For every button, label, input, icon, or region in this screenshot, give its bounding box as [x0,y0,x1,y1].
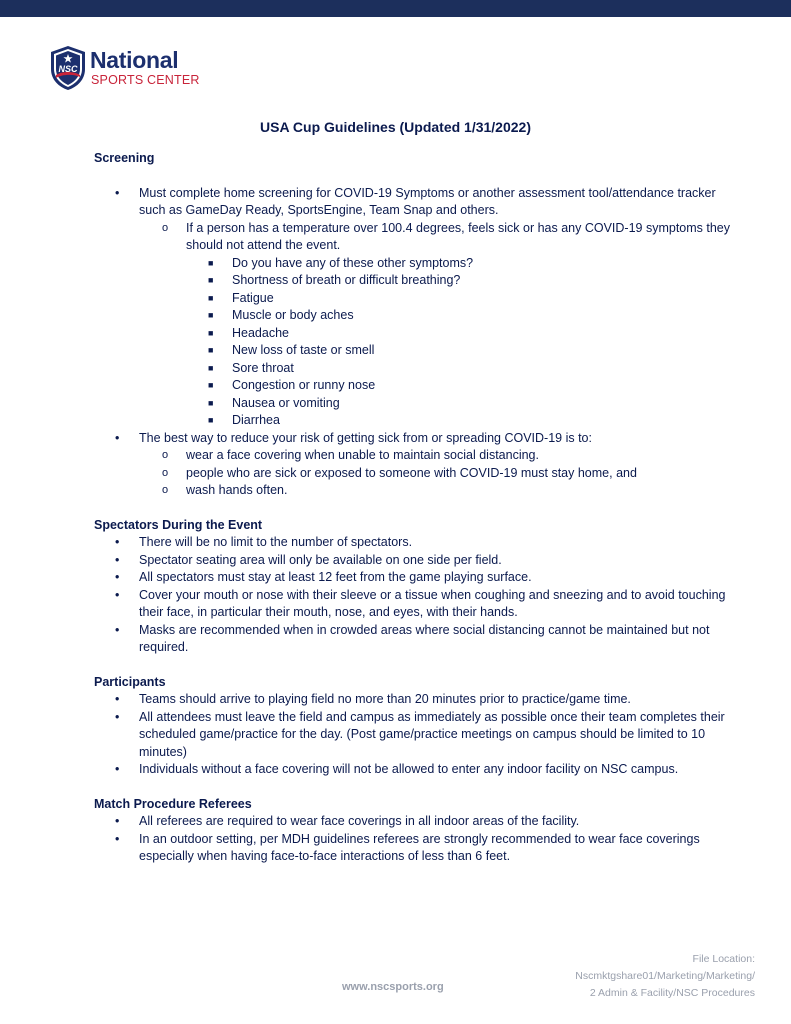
symptom-item: ■ New loss of taste or smell [208,343,375,357]
section-heading: Participants [94,674,166,689]
section-heading: Screening [94,151,155,165]
file-location-line: Nscmktgshare01/Marketing/Marketing/ [575,970,755,982]
symptom-item: ■ Do you have any of these other symptoms? [208,255,474,270]
referees-list [94,813,734,866]
symptom-item: ■ Congestion or runny nose [208,378,376,392]
screening-list [94,185,734,500]
list-item: • Teams should arrive to playing field no more than 20 minutes prior to practice/game time. [115,692,631,706]
section-heading: Spectators During the Event [94,517,263,532]
participants-list [94,691,734,779]
footer-website-link[interactable]: www.nscsports.org [342,981,444,993]
brand-subtitle: SPORTS CENTER [91,73,200,87]
symptom-item: ■ Nausea or vomiting [208,395,340,410]
list-item: o people who are sick or exposed to someone with COVID-19 must stay home, and [162,465,637,480]
list-item: • Spectator seating area will only be available on one side per field. [115,552,502,567]
participants-section [94,674,734,779]
list-item: • All attendees must leave the field and campus as immediately as possible once their team completes their scheduled game/practice for the day. (Post game/practice meetings on campus should be limited to 10 minutes) [115,709,725,759]
list-item: • The best way to reduce your risk of getting sick from or spreading COVID-19 is to: [115,430,592,445]
referees-section [94,796,734,866]
svg-text:NSC: NSC [58,64,78,74]
symptom-item: ■ Shortness of breath or difficult breathing? [208,273,461,287]
list-item: o wash hands often. [162,483,288,497]
footer-file-location [575,951,755,1002]
symptom-item: ■ Sore throat [208,360,294,375]
document-title: USA Cup Guidelines (Updated 1/31/2022) [260,119,531,135]
list-item: • Individuals without a face covering will not be allowed to enter any indoor facility on NSC campus. [115,762,679,776]
list-item: • Cover your mouth or nose with their sleeve or a tissue when coughing and sneezing and to avoid touching their face, in particular their mouth, nose, and eyes, with their hands. [115,587,726,619]
document-body [94,150,734,866]
symptom-item: ■ Muscle or body aches [208,308,354,322]
screening-section [94,150,734,500]
file-location-label: File Location: [692,953,755,965]
list-item: o wear a face covering when unable to maintain social distancing. [162,448,539,462]
list-item: • Must complete home screening for COVID-19 Symptoms or another assessment tool/attendance tracker such as GameDay Ready, SportsEngine, Team Snap and others. [115,185,716,217]
symptom-item: ■ Headache [208,325,289,340]
spectators-list [94,534,734,657]
file-location-line: 2 Admin & Facility/NSC Procedures [589,987,755,999]
list-item: • Masks are recommended when in crowded areas where social distancing cannot be maintained but not required. [115,622,710,654]
symptom-item: ■ Fatigue [208,290,274,305]
list-item: • There will be no limit to the number of spectators. [115,535,413,549]
list-item: • All spectators must stay at least 12 feet from the game playing surface. [115,570,532,584]
section-heading: Match Procedure Referees [94,796,252,811]
spectators-section [94,517,734,657]
symptom-item: ■ Diarrhea [208,413,280,427]
list-item: o If a person has a temperature over 100.4 degrees, feels sick or has any COVID-19 symptoms they should not attend the event. [162,220,731,252]
list-item: • All referees are required to wear face coverings in all indoor areas of the facility. [115,814,580,828]
top-banner-bar [0,0,791,17]
nsc-shield-icon [50,45,86,91]
list-item: • In an outdoor setting, per MDH guidelines referees are strongly recommended to wear face coverings especially when having face-to-face interactions of less than 6 feet. [115,831,700,863]
brand-name: National [90,47,179,73]
